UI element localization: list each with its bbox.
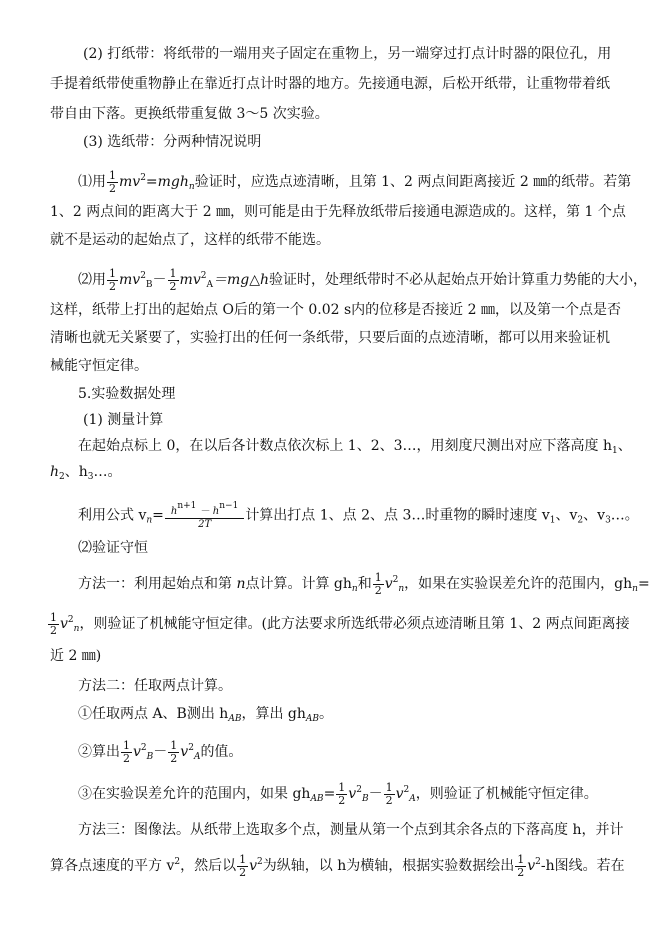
fraction-half bbox=[373, 572, 384, 597]
paragraph-step2-line2 bbox=[50, 74, 610, 94]
sub-AB: AB bbox=[228, 714, 242, 724]
var-v: v bbox=[180, 744, 189, 760]
step3-label: (3) 选纸带：分两种情况说明 bbox=[83, 134, 262, 150]
fraction-half bbox=[336, 782, 347, 807]
method1-text: 方法一：利用起始点和第 bbox=[78, 576, 237, 592]
frac-den: 2 bbox=[109, 279, 116, 293]
method1-text-2: ，则验证了机械能守恒定律。(此方法要求所选纸带必须点迹清晰且第 1、2 两点间距离接 bbox=[79, 616, 630, 632]
sup-2: 2 bbox=[356, 785, 362, 795]
frac-den: 2 bbox=[50, 623, 57, 637]
case1-line2 bbox=[50, 202, 626, 222]
method1-line1 bbox=[78, 570, 650, 599]
frac-den: 2 bbox=[374, 583, 382, 597]
case2-line4 bbox=[50, 356, 148, 376]
sub-n: n bbox=[146, 515, 153, 526]
step2-label: (2) 打纸带： bbox=[83, 46, 164, 62]
frac-num: 1 bbox=[109, 168, 116, 182]
method2-text: 方法二：任取两点计算。 bbox=[78, 678, 232, 694]
sup-n-plus-1: n+1 bbox=[177, 501, 197, 511]
equals: = bbox=[637, 576, 650, 592]
step2-text: 将纸带的一端用夹子固定在重物上，另一端穿过打点计时器的限位孔，用 bbox=[163, 46, 612, 62]
sup-2: 2 bbox=[200, 271, 207, 281]
method2-step1 bbox=[78, 704, 333, 729]
case2-line3 bbox=[50, 328, 610, 348]
equals: = bbox=[152, 507, 164, 524]
frac-num: 1 bbox=[109, 266, 116, 280]
velocity-numerator bbox=[165, 500, 244, 519]
step2-text-2: 手提着纸带使重物静止在靠近打点计时器的地方。先接通电源，后松开纸带，让重物带着纸 bbox=[50, 76, 610, 92]
case2-text-2: 这样，纸带上打出的起始点 O后的第一个 0.02 s内的位移是否接近 2 ㎜，以及第一个点是否 bbox=[50, 302, 621, 318]
case2-text-4: 械能守恒定律。 bbox=[50, 358, 148, 374]
case1-prefix: ⑴用 bbox=[78, 174, 106, 190]
fraction-half bbox=[48, 612, 59, 637]
case1-text: 验证时，应选点迹清晰，且第 1、2 两点间距离接近 2 ㎜的纸带。若第 bbox=[194, 174, 632, 190]
frac-den: 2 bbox=[239, 865, 247, 879]
equals: = bbox=[323, 786, 336, 802]
method1-text: 点计算。计算 gh bbox=[245, 576, 352, 592]
fraction-half bbox=[168, 740, 179, 765]
expr-mv: mv bbox=[119, 174, 141, 190]
measure-title: (1) 测量计算 bbox=[83, 412, 164, 428]
case2-text-3: 清晰也就无关紧要了，实验打出的任何一条纸带，只要后面的点迹清晰，都可以用来验证机 bbox=[50, 330, 610, 346]
sup-2: 2 bbox=[257, 857, 263, 867]
verify-title: ⑵验证守恒 bbox=[78, 540, 148, 556]
sub-n: n bbox=[398, 584, 405, 594]
var-v: v bbox=[348, 786, 357, 802]
frac-den: 2 bbox=[169, 279, 177, 293]
method2-step3 bbox=[78, 780, 598, 809]
sup-2: 2 bbox=[403, 785, 410, 795]
method2-step3-text: ③在实验误差允许的范围内，如果 gh bbox=[78, 786, 311, 802]
heading-measure bbox=[83, 410, 163, 430]
frac-den: 2 bbox=[517, 865, 525, 879]
sup-2: 2 bbox=[535, 857, 541, 867]
method3-line2 bbox=[50, 852, 625, 879]
minus: － bbox=[368, 786, 383, 802]
sub-A: A bbox=[409, 794, 416, 804]
method1-line2 bbox=[47, 610, 630, 639]
fraction-half bbox=[237, 854, 248, 879]
frac-num: 1 bbox=[123, 738, 130, 752]
measure-line1 bbox=[78, 436, 632, 461]
section5-title: 5.实验数据处理 bbox=[78, 386, 176, 402]
sub-n: n bbox=[351, 584, 358, 594]
sub-n: n bbox=[73, 624, 80, 634]
method2-step1-text: ①任取两点 A、B测出 h bbox=[78, 706, 229, 722]
sub-2: 2 bbox=[59, 472, 65, 482]
formula-text: 计算出打点 1、点 2、点 3…时重物的瞬时速度 v bbox=[245, 507, 550, 524]
fraction-half bbox=[168, 268, 179, 293]
sub-AB: AB bbox=[310, 794, 324, 804]
method3-text-2: -h图线。若在 bbox=[540, 858, 625, 874]
fraction-half bbox=[515, 854, 526, 879]
sup-2: 2 bbox=[67, 615, 74, 625]
measure-line2 bbox=[50, 462, 122, 487]
case2-line1 bbox=[78, 266, 647, 295]
method1-text-3: 近 2 ㎜) bbox=[50, 648, 102, 664]
heading-section5 bbox=[78, 384, 175, 404]
frac-den: 2 bbox=[109, 181, 116, 195]
method1-text: 和 bbox=[357, 576, 372, 592]
frac-num: 1 bbox=[170, 738, 178, 752]
num-minus-h: － h bbox=[196, 506, 220, 517]
frac-num: 1 bbox=[50, 610, 57, 624]
sub-B: B bbox=[146, 752, 154, 762]
expr-mgdh: ＝mg△h bbox=[212, 272, 269, 288]
method3-text-2: 为纵轴，以 h为横轴，根据实验数据绘出 bbox=[262, 858, 515, 874]
frac-num: 1 bbox=[517, 852, 525, 866]
method2-step2-text: 的值。 bbox=[200, 744, 243, 760]
heading-step3 bbox=[83, 132, 261, 152]
sup-2: 2 bbox=[188, 743, 194, 753]
sup-2: 2 bbox=[140, 271, 146, 281]
period: 。 bbox=[319, 706, 334, 722]
method3-text: 方法三：图像法。从纸带上选取多个点，测量从第一个点到其余各点的下落高度 h，并计 bbox=[78, 822, 624, 838]
frac-num: 1 bbox=[239, 852, 247, 866]
frac-num: 1 bbox=[385, 780, 393, 794]
sup-2: 2 bbox=[140, 173, 146, 183]
fraction-half bbox=[121, 740, 132, 765]
velocity-fraction bbox=[165, 500, 244, 531]
var-h: h bbox=[50, 464, 60, 480]
num-h: h bbox=[170, 506, 178, 517]
sub-A: A bbox=[193, 752, 201, 762]
frac-den: 2 bbox=[338, 793, 346, 807]
sub-1: 1 bbox=[549, 515, 556, 526]
formula-text: 、v bbox=[583, 507, 606, 524]
case2-text: 验证时，处理纸带时不必从起始点开始计算重力势能的大小， bbox=[269, 272, 647, 288]
sup-2: 2 bbox=[140, 743, 147, 753]
sup-2: 2 bbox=[174, 857, 181, 867]
fraction-half bbox=[107, 170, 118, 195]
sub-2: 2 bbox=[577, 515, 584, 526]
frac-den: 2 bbox=[123, 751, 130, 765]
velocity-denominator: 2T bbox=[198, 519, 212, 530]
sub-3: 3 bbox=[87, 472, 94, 482]
case1-text-3: 就不是运动的起始点了，这样的纸带不能选。 bbox=[50, 232, 330, 248]
sup-n-minus-1: n−1 bbox=[219, 501, 239, 511]
frac-num: 1 bbox=[338, 780, 346, 794]
minus: － bbox=[153, 744, 168, 760]
sub-3: 3 bbox=[605, 515, 611, 526]
method2-step2-text: ②算出 bbox=[78, 744, 120, 760]
method2-step3-text: ，则验证了机械能守恒定律。 bbox=[415, 786, 598, 802]
method2-title bbox=[78, 676, 232, 696]
case2-prefix: ⑵用 bbox=[78, 272, 106, 288]
var-h: 、h bbox=[64, 464, 88, 480]
formula-text: 、v bbox=[555, 507, 578, 524]
expr-mgh: =mgh bbox=[145, 174, 189, 190]
case1-line1 bbox=[78, 168, 631, 197]
method3-text-2: 算各点速度的平方 v bbox=[50, 858, 175, 874]
sub-A: A bbox=[206, 280, 213, 290]
fraction-half bbox=[384, 782, 395, 807]
method3-text-2: ，然后以 bbox=[180, 858, 237, 874]
frac-den: 2 bbox=[385, 793, 393, 807]
sub-B: B bbox=[361, 794, 369, 804]
sub-B: B bbox=[145, 280, 153, 290]
paragraph-step2-line1 bbox=[83, 44, 611, 64]
sup-2: 2 bbox=[392, 575, 399, 585]
heading-verify bbox=[78, 538, 148, 558]
var-v: v bbox=[527, 858, 536, 874]
method2-step1-text: ，算出 gh bbox=[241, 706, 306, 722]
sub-n: n bbox=[188, 182, 195, 192]
measure-comma: 、 bbox=[617, 438, 632, 454]
fraction-half bbox=[107, 268, 118, 293]
expr-mv: mv bbox=[179, 272, 201, 288]
frac-num: 1 bbox=[169, 266, 177, 280]
sub-AB: AB bbox=[305, 714, 320, 724]
ellipsis: …。 bbox=[93, 464, 122, 480]
minus: － bbox=[152, 272, 167, 288]
case2-line2 bbox=[50, 300, 621, 320]
paragraph-step2-line3 bbox=[50, 104, 329, 124]
case1-line3 bbox=[50, 230, 330, 250]
method2-step2 bbox=[78, 738, 242, 767]
var-v: v bbox=[395, 786, 404, 802]
formula-text: …。 bbox=[610, 507, 639, 524]
var-v: v bbox=[249, 858, 258, 874]
var-v: v bbox=[384, 576, 393, 592]
var-n: n bbox=[236, 576, 246, 592]
method1-line3 bbox=[50, 646, 101, 666]
method1-text: ，如果在实验误差允许的范围内，gh bbox=[404, 576, 633, 592]
frac-num: 1 bbox=[374, 570, 382, 584]
var-v: v bbox=[60, 616, 68, 632]
formula-prefix: 利用公式 v bbox=[78, 507, 147, 524]
case1-text-2: 1、2 两点间的距离大于 2 ㎜，则可能是由于先释放纸带后接通电源造成的。这样，第 1 个点 bbox=[50, 204, 626, 220]
measure-text: 在起始点标上 0，在以后各计数点依次标上 1、2、3…，用刻度尺测出对应下落高度 h bbox=[78, 438, 612, 454]
method3-line1 bbox=[78, 820, 623, 840]
frac-den: 2 bbox=[170, 751, 178, 765]
formula-line bbox=[78, 500, 639, 531]
sub-n: n bbox=[632, 584, 638, 594]
step2-text-3: 带自由下落。更换纸带重复做 3～5 次实验。 bbox=[50, 106, 329, 122]
sub-1: 1 bbox=[612, 446, 618, 456]
expr-mv: mv bbox=[119, 272, 141, 288]
var-v: v bbox=[133, 744, 141, 760]
